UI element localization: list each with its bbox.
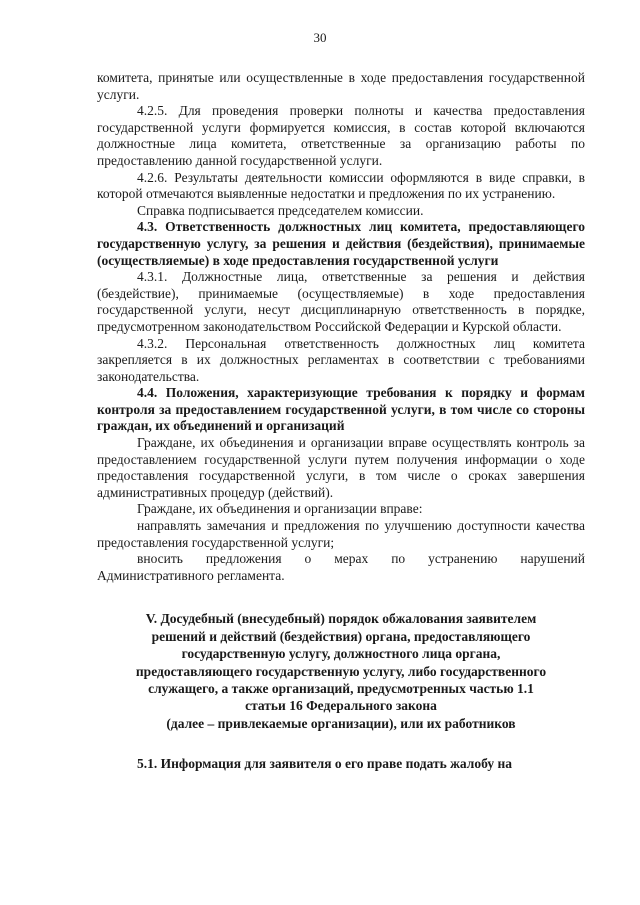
paragraph-4-4-remarks: направлять замечания и предложения по улучшению доступности качества предоставления государственной услуги;: [97, 518, 585, 550]
section-v-title-line: предоставляющего государственную услугу, либо государственного: [135, 663, 547, 679]
section-v-title-line: решений и действий (бездействия) органа, предоставляющего: [151, 628, 531, 644]
section-v-title: [97, 610, 585, 732]
paragraph-signature-note: Справка подписывается председателем комиссии.: [137, 202, 424, 218]
section-v-title-line: государственную услугу, должностного лица органа,: [181, 646, 501, 662]
paragraph-4-3-1: 4.3.1. Должностные лица, ответственные за решения и действия (бездействие), принимаемые (осуществляемые) в ходе предоставления государственной услуги, несут дисциплинарную ответственность в порядке, предусмотренном законодательством Российской Федерации и Курской области.: [97, 269, 585, 334]
paragraph-4-3-2: 4.3.2. Персональная ответственность должностных лиц комитета закрепляется в их должностных регламентах в соответствии с требованиями законодательства.: [97, 335, 585, 384]
paragraph-continuation: комитета, принятые или осуществленные в ходе предоставления государственной услуги.: [97, 70, 585, 102]
paragraph-4-4-proposals: вносить предложения о мерах по устранению нарушений Административного регламента.: [97, 551, 585, 583]
paragraph-4-4-citizens-control: Граждане, их объединения и организации вправе осуществлять контроль за предоставлением государственной услуги путем получения информации о ходе предоставления государственной услуги, в том числе о сроках завершения административных процедур (действий).: [97, 435, 585, 500]
page-number: 30: [313, 30, 327, 45]
paragraph-4-4-citizens-rights: Граждане, их объединения и организации вправе:: [137, 501, 423, 517]
section-v-title-line: статьи 16 Федерального закона: [245, 698, 437, 714]
paragraph-5-1: 5.1. Информация для заявителя о его праве подать жалобу на: [137, 756, 513, 772]
document-body: [97, 70, 585, 773]
section-v-title-line: (далее – привлекаемые организации), или их работников: [166, 715, 516, 731]
heading-4-3: 4.3. Ответственность должностных лиц комитета, предоставляющего государственную услугу, за решения и действия (бездействия), принимаемые (осуществляемые) в ходе предоставления государственной услуги: [97, 219, 585, 268]
paragraph-4-2-6: 4.2.6. Результаты деятельности комиссии оформляются в виде справки, в которой отмечаются выявленные недостатки и предложения по их устранению.: [97, 169, 585, 202]
paragraph-4-2-5: 4.2.5. Для проведения проверки полноты и качества предоставления государственной услуги формируется комиссия, в состав которой включаются должностные лица комитета, ответственные за организацию работы по предоставлению данной государственной услуги.: [97, 103, 585, 168]
section-v-title-line: служащего, а также организаций, предусмотренных частью 1.1: [148, 681, 534, 697]
heading-4-4: 4.4. Положения, характеризующие требования к порядку и формам контроля за предоставлением государственной услуги, в том числе со стороны граждан, их объединений и организаций: [97, 385, 585, 434]
section-v-title-line: V. Досудебный (внесудебный) порядок обжалования заявителем: [145, 611, 537, 627]
